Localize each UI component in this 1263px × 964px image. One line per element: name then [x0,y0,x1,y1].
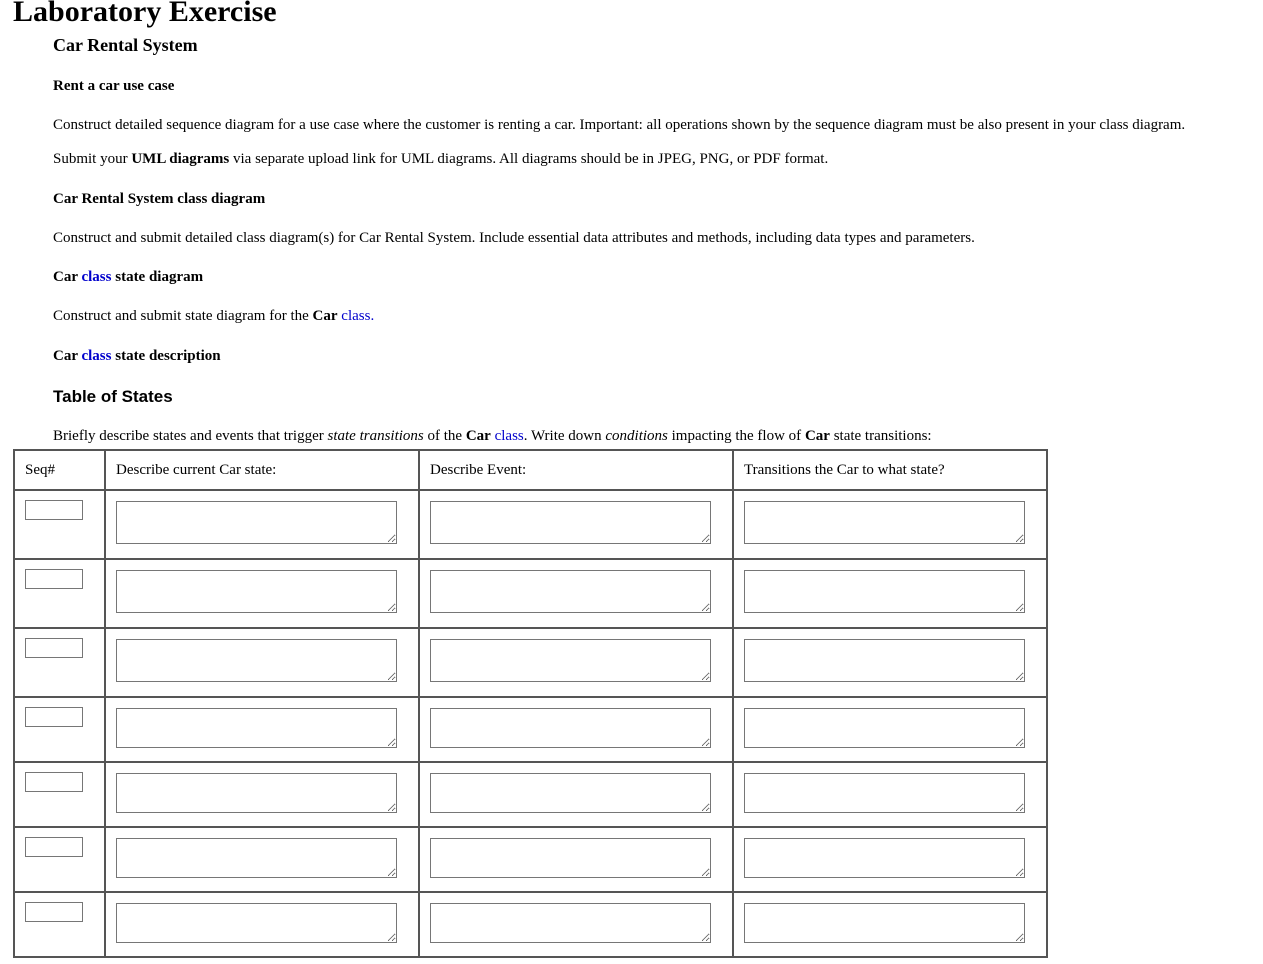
state-diagram-heading-rest: state diagram [111,269,204,285]
class-diagram-heading: Car Rental System class diagram [53,191,266,207]
seq-cell [14,697,105,762]
current-state-textarea[interactable] [116,773,397,813]
submit-prefix: Submit your [53,151,132,167]
current-state-textarea[interactable] [116,570,397,613]
event-textarea[interactable] [430,838,711,878]
transition-cell [733,827,1047,892]
transition-cell [733,892,1047,957]
class-link[interactable]: class [81,348,112,364]
seq-input[interactable] [25,707,83,727]
transition-cell [733,762,1047,827]
event-textarea[interactable] [430,501,711,544]
table-row [14,559,1047,628]
class-link[interactable]: class [494,428,524,444]
seq-cell [14,628,105,697]
state-cell [105,827,419,892]
state-diagram-text-prefix: Construct and submit state diagram for the [53,308,313,324]
event-textarea[interactable] [430,639,711,682]
seq-input[interactable] [25,772,83,792]
event-cell [419,490,733,559]
transition-textarea[interactable] [744,501,1025,544]
seq-cell [14,827,105,892]
table-row [14,762,1047,827]
submit-bold: UML diagrams [131,151,230,167]
state-diagram-heading-car: Car [53,269,82,285]
intro-part: of the [423,428,466,444]
system-title: Car Rental System [53,35,198,55]
header-seq: Seq# [14,450,105,490]
transition-cell [733,559,1047,628]
current-state-textarea[interactable] [116,708,397,748]
intro-bold: Car [465,428,491,444]
table-row [14,628,1047,697]
class-link[interactable]: class [81,269,112,285]
table-header-row [14,450,1047,490]
use-case-text: Construct detailed sequence diagram for a use case where the customer is renting a car. Important: all operations shown by the sequence diagram must be also present in your class diagram. [53,117,1186,133]
seq-input[interactable] [25,837,83,857]
state-cell [105,762,419,827]
submit-text [53,149,828,169]
transition-textarea[interactable] [744,708,1025,748]
page-title: Laboratory Exercise [13,0,277,28]
transition-textarea[interactable] [744,838,1025,878]
event-textarea[interactable] [430,570,711,613]
seq-cell [14,762,105,827]
intro-part: impacting the flow of [667,428,805,444]
transition-textarea[interactable] [744,570,1025,613]
event-cell [419,559,733,628]
state-cell [105,697,419,762]
seq-input[interactable] [25,902,83,922]
event-textarea[interactable] [430,903,711,943]
transition-cell [733,697,1047,762]
state-cell [105,490,419,559]
state-desc-heading-rest: state description [111,348,221,364]
intro-italic: state transitions [327,428,424,444]
state-diagram-text-bold: Car [312,308,338,324]
table-intro [53,426,932,446]
state-diagram-text [53,306,374,326]
class-link[interactable]: class [341,308,371,324]
intro-part: Briefly describe states and events that trigger [53,428,328,444]
event-cell [419,628,733,697]
seq-input[interactable] [25,638,83,658]
seq-input[interactable] [25,569,83,589]
seq-cell [14,892,105,957]
intro-part: . Write down [523,428,606,444]
class-diagram-text: Construct and submit detailed class diagram(s) for Car Rental System. Include essential data attributes and methods, including data types and parameters. [53,230,975,246]
current-state-textarea[interactable] [116,838,397,878]
event-textarea[interactable] [430,773,711,813]
seq-input[interactable] [25,500,83,520]
event-cell [419,697,733,762]
state-cell [105,628,419,697]
intro-bold: Car [804,428,830,444]
state-diagram-heading [53,267,203,287]
use-case-heading: Rent a car use case [53,78,175,94]
transition-cell [733,490,1047,559]
current-state-textarea[interactable] [116,639,397,682]
table-row [14,892,1047,957]
state-diagram-text-suffix: . [370,308,375,324]
transition-textarea[interactable] [744,903,1025,943]
intro-part: state transitions: [829,428,932,444]
seq-cell [14,559,105,628]
table-row [14,490,1047,559]
table-row [14,697,1047,762]
intro-italic: conditions [605,428,668,444]
header-current-state: Describe current Car state: [105,450,419,490]
transition-cell [733,628,1047,697]
state-cell [105,892,419,957]
state-desc-heading-car: Car [53,348,82,364]
current-state-textarea[interactable] [116,501,397,544]
table-heading: Table of States [53,387,173,406]
event-textarea[interactable] [430,708,711,748]
submit-suffix: via separate upload link for UML diagrams. All diagrams should be in JPEG, PNG, or PDF format. [229,151,829,167]
header-event: Describe Event: [419,450,733,490]
seq-cell [14,490,105,559]
event-cell [419,827,733,892]
state-cell [105,559,419,628]
header-transition: Transitions the Car to what state? [733,450,1047,490]
current-state-textarea[interactable] [116,903,397,943]
state-description-heading [53,346,221,366]
event-cell [419,892,733,957]
transition-textarea[interactable] [744,773,1025,813]
transition-textarea[interactable] [744,639,1025,682]
states-table [13,449,1048,958]
table-row [14,827,1047,892]
event-cell [419,762,733,827]
